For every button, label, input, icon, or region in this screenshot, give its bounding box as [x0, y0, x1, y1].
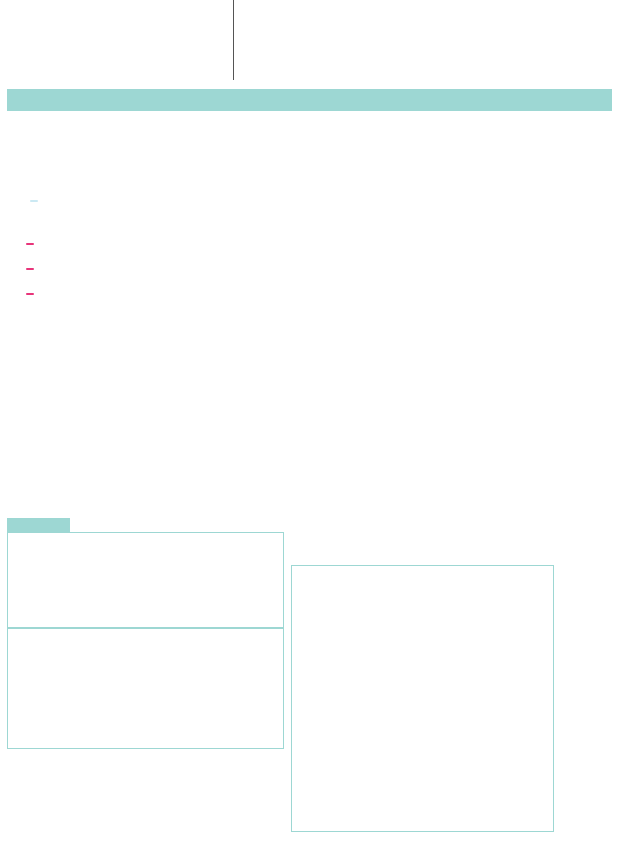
feature1-badge	[30, 200, 38, 202]
color-section-label	[7, 518, 70, 532]
feature1-badge	[26, 293, 34, 295]
right-column-box	[291, 565, 554, 832]
contents-bar	[7, 89, 612, 111]
color-box	[7, 532, 284, 628]
feature1-badge	[26, 268, 34, 270]
feature1-badge	[26, 243, 34, 245]
header-divider	[233, 0, 234, 80]
info-box	[7, 628, 284, 749]
